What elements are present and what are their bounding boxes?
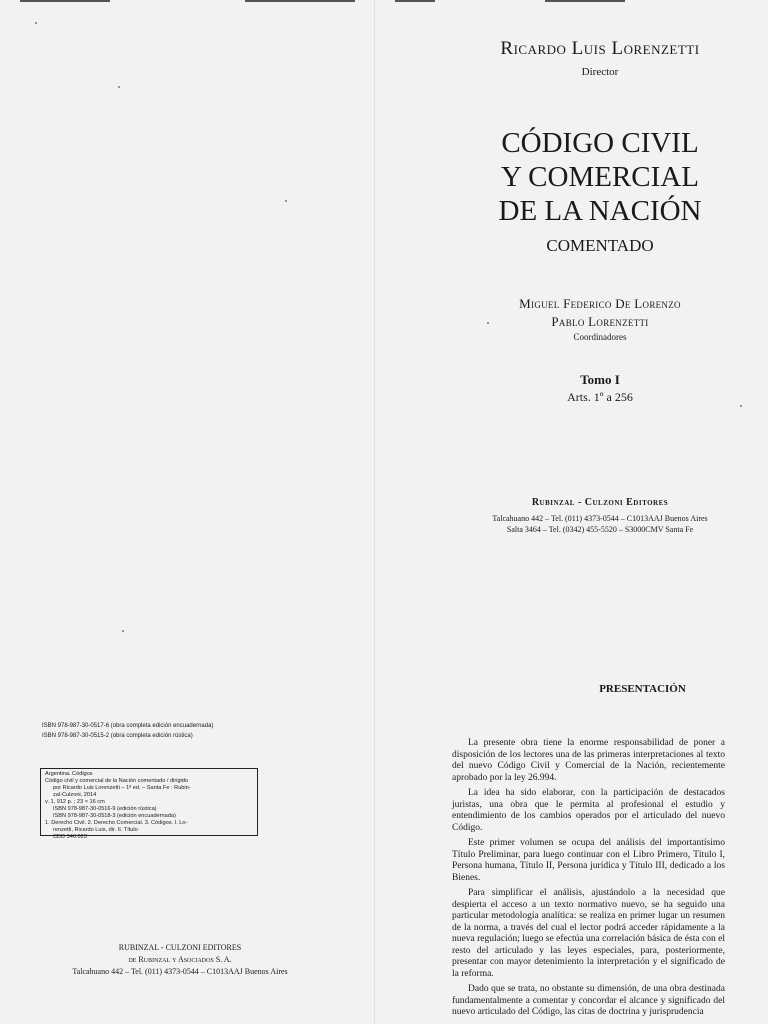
scan-speck (740, 405, 742, 407)
colophon-address: Talcahuano 442 – Tel. (011) 4373-0544 – C1013AAJ Buenos Aires (72, 967, 288, 976)
publisher-name: Rubinzal - Culzoni Editores (531, 497, 669, 508)
cip-line: CDD 346.023 (53, 834, 87, 840)
isbn-encuadernada: ISBN 978-987-30-0517-6 (obra completa edición encuadernada) (42, 723, 214, 729)
coordinator-name: Miguel Federico De Lorenzo (519, 296, 681, 311)
presentation-paragraph: Dado que se trata, no obstante su dimensión, de una obra destinada fundamentalmente a comentar y concordar el alcance y significado del nuevo articulado del Código, las citas de doctrina y jurisprudencia (452, 984, 725, 1017)
scan-speck (285, 200, 287, 202)
publisher-address: Talcahuano 442 – Tel. (011) 4373-0544 – C1013AAJ Buenos Aires (492, 514, 708, 523)
articles-range: Arts. 1º a 256 (567, 390, 633, 404)
scan-speck (487, 322, 489, 324)
colophon-publisher-company: de Rubinzal y Asociados S. A. (128, 955, 232, 964)
title-line: DE LA NACIÓN (498, 195, 702, 227)
colophon-publisher: RUBINZAL - CULZONI EDITORES (118, 943, 242, 952)
cip-line: zal-Culzoni, 2014 (53, 792, 97, 798)
presentation-paragraph: Para simplificar el análisis, ajustándolo a la necesidad que despierta el acceso a un texto normativo nuevo, se ha seguido una particular metodología analítica: se realiza en primer lugar un resumen de la norma, a través del cual el lector podrá acceder rápidamente a la nueva regulación; luego se efectúa una correlación básica de ésta con el resto del articulado y las leyes especiales, para, posteriormente, presentar con mayor detenimiento la interpretación y el significado de la reforma. (452, 888, 725, 979)
presentation-body (452, 738, 725, 1023)
right-page (375, 0, 768, 1024)
volume-label: Tomo I (580, 372, 620, 387)
cip-line: Argentina. Códigos (45, 771, 93, 777)
page-edge-line (545, 0, 625, 2)
coordinator-name: Pablo Lorenzetti (551, 314, 649, 329)
presentation-heading: PRESENTACIÓN (599, 683, 686, 695)
presentation-paragraph: La presente obra tiene la enorme responsabilidad de poner a disposición de los lectores una de las primeras interpretaciones al texto del nuevo Código Civil y Comercial de la Nación, recientemente aprobado por la ley 26.994. (452, 738, 725, 783)
scan-speck (122, 630, 124, 632)
cip-line: Código civil y comercial de la Nación comentado / dirigido (45, 778, 189, 784)
cip-line: ISBN 978-987-30-0518-3 (edición encuadernada) (53, 813, 176, 819)
page-edge-line (20, 0, 110, 2)
isbn-rustica: ISBN 978-987-30-0515-2 (obra completa edición rústica) (42, 733, 193, 739)
author-role: Director (581, 66, 619, 78)
presentation-paragraph: Este primer volumen se ocupa del análisis del importantísimo Título Preliminar, para luego continuar con el Libro Primero, Título I, Persona humana, Título II, Persona jurídica y Título III, dedicado a los Bienes. (452, 838, 725, 883)
left-page (0, 0, 375, 1024)
scan-speck (118, 86, 120, 88)
cip-line: ISBN 978-987-30-0516-9 (edición rústica) (53, 806, 157, 812)
publisher-address: Salta 3464 – Tel. (0342) 455-5520 – S3000CMV Santa Fe (506, 525, 694, 534)
presentation-paragraph: La idea ha sido elaborar, con la participación de destacados juristas, una obra que le permita al profesional el estudio y entendimiento de los cambios operados por el articulado del nuevo Código. (452, 788, 725, 833)
cip-line: 1. Derecho Civil. 2. Derecho Comercial. 3. Códigos. I. Lo- (45, 820, 188, 826)
book-subtitle: COMENTADO (546, 236, 654, 255)
cataloging-record (40, 768, 258, 840)
cip-line: v. 1, 912 p. ; 23 × 16 cm (45, 799, 105, 805)
title-line: Y COMERCIAL (501, 161, 699, 193)
cip-line: por Ricardo Luis Lorenzetti – 1ª ed. – Santa Fe : Rubin- (53, 785, 191, 791)
title-line: CÓDIGO CIVIL (501, 127, 699, 159)
author-name: Ricardo Luis Lorenzetti (500, 38, 700, 59)
cip-line: renzetti, Ricardo Luis, dir. II. Título (53, 827, 138, 833)
coordinators-role: Coordinadores (573, 332, 627, 342)
page-edge-line (245, 0, 355, 2)
scan-speck (35, 22, 37, 24)
book-title (435, 126, 765, 228)
page-edge-line (395, 0, 435, 2)
